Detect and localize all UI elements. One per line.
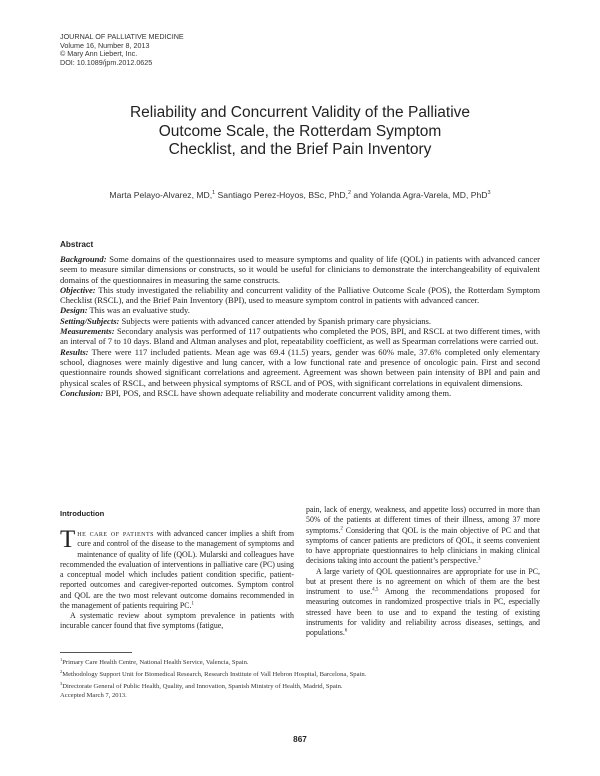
abstract-background	[60, 254, 540, 285]
objective-label: Objective:	[60, 284, 96, 295]
title-line-3: Checklist, and the Brief Pain Inventory	[168, 141, 432, 159]
abstract-heading: Abstract	[60, 240, 94, 249]
abstract-conclusion	[60, 388, 540, 398]
footnote-3-mark: 3	[60, 681, 63, 687]
journal-header	[60, 33, 184, 67]
abstract-setting	[60, 316, 540, 326]
results-label: Results:	[60, 346, 89, 357]
design-label: Design:	[60, 305, 88, 316]
page-number: 867	[293, 735, 307, 744]
author-3-affiliation: 3	[487, 190, 491, 197]
intro-small-caps: he care of patients	[77, 529, 154, 538]
accepted-date: Accepted March 7, 2013.	[60, 692, 127, 700]
author-1-affiliation: 1	[212, 190, 216, 197]
footnote-1-mark: 1	[60, 657, 63, 662]
author-2: Santiago Perez-Hoyos, BSc, PhD,	[215, 190, 348, 200]
intro-p3-text-b: Considering that QOL is the main objective of PC and that symptoms of cancer patients are predictors of QOL, it seems convenient to have appropriate questionnaires to help clinicians in making clinical decisions taking into account the patient’s perspective.	[306, 525, 540, 566]
introduction-heading: Introduction	[60, 509, 105, 518]
author-3: and Yolanda Agra-Varela, MD, PhD	[351, 190, 488, 200]
author-2-affiliation: 2	[347, 190, 352, 197]
abstract-objective	[60, 285, 540, 306]
title-line-2: Outcome Scale, the Rotterdam Symptom	[158, 122, 442, 140]
author-list	[60, 190, 540, 200]
citation-2: 2	[340, 525, 343, 531]
measurements-label: Measurements:	[60, 326, 115, 337]
intro-paragraph-4	[306, 567, 540, 639]
conclusion-label: Conclusion:	[60, 387, 104, 398]
journal-doi: DOI: 10.1089/jpm.2012.0625	[60, 57, 153, 67]
measurements-text: Secondary analysis was performed of 117 outpatients who completed the POS, BPI, and RSCL at two different times, with an interval of 7 to 10 days. Bland and Altman analyses and plot, repeatability coefficient, as well as Spearman correlations were carried out.	[60, 326, 540, 347]
footnote-3-text: Directorate General of Public Health, Quality, and Innovation, Spanish Ministry of Health, Madrid, Spain.	[62, 683, 343, 691]
abstract-measurements	[60, 326, 540, 347]
author-1: Marta Pelayo-Alvarez, MD,	[109, 190, 213, 200]
abstract-results	[60, 347, 540, 388]
background-text: Some domains of the questionnaires used to measure symptoms and quality of life (QOL) in patients with advanced cancer seem to measure similar dimensions or constructs, so it would be useful for clinicians to demonstrate the interchangeability of equivalent domains of the questionnaires in measuring the same constructs.	[60, 254, 540, 285]
left-column	[60, 526, 294, 632]
article-title	[60, 104, 540, 160]
intro-paragraph-1	[60, 526, 294, 611]
journal-volume: Volume 16, Number 8, 2013	[60, 40, 150, 50]
intro-p4-text-b: Among the recommendations proposed for measuring outcomes in randomized prospective trials in PC, especially stressed have been to use and to expand the testing of existing instruments for validity and reliability across diseases, settings, and populations.	[306, 587, 540, 637]
setting-label: Setting/Subjects:	[60, 315, 120, 326]
journal-name: JOURNAL OF PALLIATIVE MEDICINE	[60, 32, 184, 41]
footnote-3	[60, 680, 366, 692]
drop-cap: T	[60, 526, 76, 553]
intro-p3-text-a: pain, lack of energy, weakness, and appetite loss) occurred in more than 50% of the patients at different times of their illness, among 37 more symptoms.	[306, 505, 540, 535]
right-column	[306, 505, 540, 638]
abstract-design	[60, 305, 540, 315]
footnote-2	[60, 668, 366, 680]
results-text: There were 117 included patients. Mean age was 69.4 (11.5) years, gender was 60% male, 37.6% completed only elementary school, diagnoses were mainly digestive and lung cancer, with a low functional rate and presence of oncologic pain. First and second questionnaire rounds showed significant correlations and agreement. Agreement was shown between pain intensity of BPI and pain and physical scales of RSCL, and between physical symptoms of RSCL and of POS, with significant correlations in equivalent dimensions.	[60, 346, 540, 388]
footnote-divider	[60, 652, 132, 653]
citation-1: 1	[191, 601, 194, 607]
citation-6: 6	[344, 628, 348, 634]
footnote-2-mark: 2	[60, 669, 63, 675]
background-label: Background:	[60, 254, 107, 264]
objective-text: This study investigated the reliability and concurrent validity of the Palliative Outcome Scale (POS), the Rotterdam Symptom Checklist (RSCL), and the Brief Pain Inventory (BPI), used to measure symptom control in patients with advanced cancer.	[60, 284, 540, 306]
title-line-1: Reliability and Concurrent Validity of the Palliative	[129, 104, 471, 121]
citation-4-5: 4,5	[372, 587, 379, 593]
intro-paragraph-3	[306, 505, 540, 567]
intro-p4-text-a: A large variety of QOL questionnaires are appropriate for use in PC, but at present there is no agreement on which of them are the best instrument to use.	[306, 566, 540, 596]
footnote-2-text: Methodology Support Unit for Biomedical Research, Research Institute of Vall Hebron Hospital, Barcelona, Spain.	[62, 671, 367, 679]
conclusion-text: BPI, POS, and RSCL have shown adequate reliability and moderate concurrent validity among them.	[103, 387, 452, 398]
journal-copyright: © Mary Ann Liebert, Inc.	[60, 49, 138, 59]
footnotes	[60, 656, 366, 701]
intro-paragraph-2: A systematic review about symptom prevalence in patients with incurable cancer found that five symptoms (fatigue,	[60, 611, 294, 631]
footnote-1-text: Primary Care Health Centre, National Health Service, Valencia, Spain.	[62, 659, 249, 667]
abstract-body	[60, 254, 540, 398]
design-text: This was an evaluative study.	[87, 305, 190, 316]
footnote-1	[60, 656, 366, 668]
citation-3: 3	[478, 556, 481, 562]
intro-p1-text: with advanced cancer implies a shift from cure and control of the disease to the management of symptoms and maintenance of quality of life (QOL). Mularski and colleagues have recommended the evaluation of interventions in palliative care (PC) using a conceptual model which includes patient condition specific, patient-reported outcomes and caregiver-reported outcomes. Symptom control and QOL are the two most relevant outcome domains recommended in the management of patients requiring PC.	[60, 529, 294, 610]
setting-text: Subjects were patients with advanced cancer attended by Spanish primary care physicians.	[119, 315, 431, 326]
